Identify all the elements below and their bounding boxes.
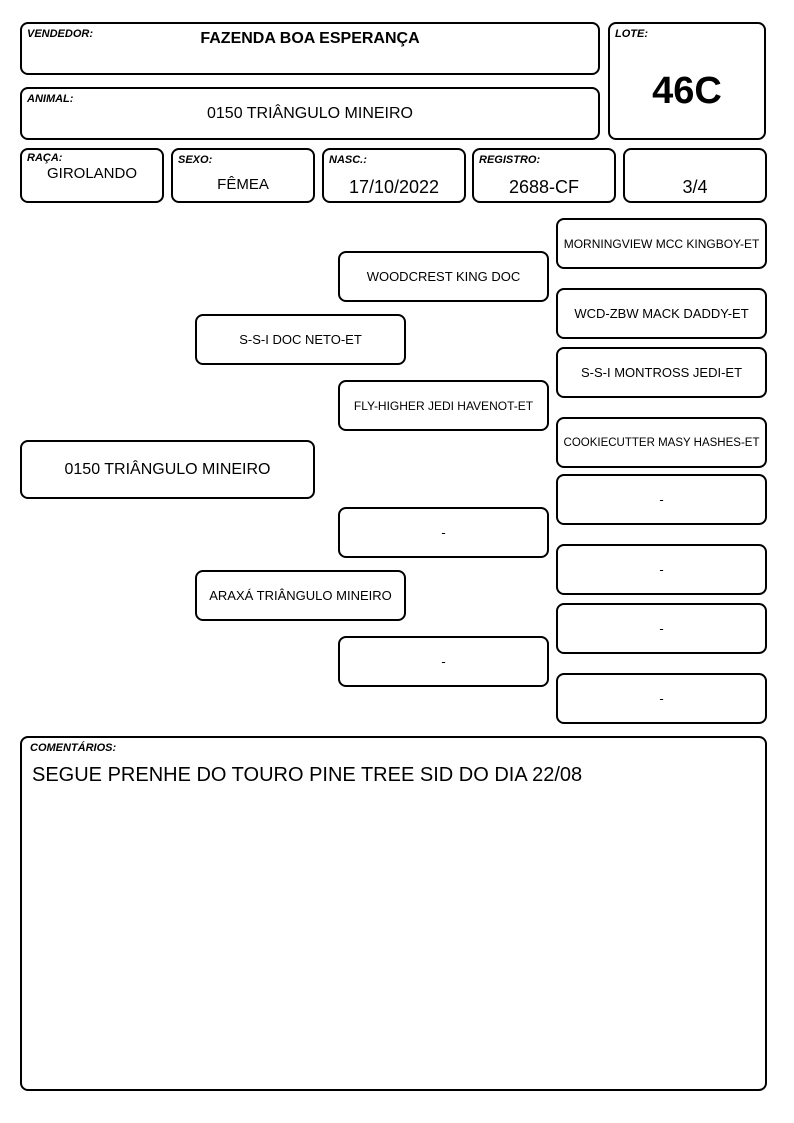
animal-label: ANIMAL: [27,93,74,105]
sexo-value: FÊMEA [217,176,269,193]
nasc-value: 17/10/2022 [348,177,440,197]
grau-box [623,148,767,203]
pedigree-ggp-7: - [556,603,767,654]
registro-box [472,148,616,203]
pedigree-dam: ARAXÁ TRIÂNGULO MINEIRO [195,570,406,621]
pedigree-sire-sire: WOODCREST KING DOC [338,251,549,302]
registro-value: 2688-CF [508,177,580,197]
pedigree-sire-dam: FLY-HIGHER JEDI HAVENOT-ET [338,380,549,431]
raca-label: RAÇA: [27,152,63,164]
comments-label: COMENTÁRIOS: [30,742,117,754]
registro-label: REGISTRO: [479,154,541,166]
comments-text: SEGUE PRENHE DO TOURO PINE TREE SID DO DIA 22/08 [32,764,583,786]
animal-box [20,87,600,140]
grau-value: 3/4 [682,177,708,197]
pedigree-ggp-3: S-S-I MONTROSS JEDI-ET [556,347,767,398]
pedigree-ggp-1: MORNINGVIEW MCC KINGBOY-ET [556,218,767,269]
pedigree-ggp-4: COOKIECUTTER MASY HASHES-ET [556,417,767,468]
raca-box [20,148,164,203]
pedigree-ggp-2: WCD-ZBW MACK DADDY-ET [556,288,767,339]
vendedor-label: VENDEDOR: [27,28,94,40]
nasc-box [322,148,466,203]
lote-box [608,22,766,140]
lote-value: 46C [652,70,722,112]
pedigree-ggp-6: - [556,544,767,595]
pedigree-sire: S-S-I DOC NETO-ET [195,314,406,365]
animal-value: 0150 TRIÂNGULO MINEIRO [207,105,413,122]
vendedor-box [20,22,600,75]
lote-label: LOTE: [615,28,648,40]
raca-value: GIROLANDO [46,165,137,182]
vendedor-value: FAZENDA BOA ESPERANÇA [200,30,420,47]
pedigree-dam-dam: - [338,636,549,687]
pedigree-animal: 0150 TRIÂNGULO MINEIRO [20,440,315,499]
nasc-label: NASC.: [329,154,367,166]
comments-box [20,736,767,1091]
sexo-label: SEXO: [178,154,213,166]
pedigree-dam-sire: - [338,507,549,558]
sexo-box [171,148,315,203]
pedigree-ggp-8: - [556,673,767,724]
pedigree-ggp-5: - [556,474,767,525]
